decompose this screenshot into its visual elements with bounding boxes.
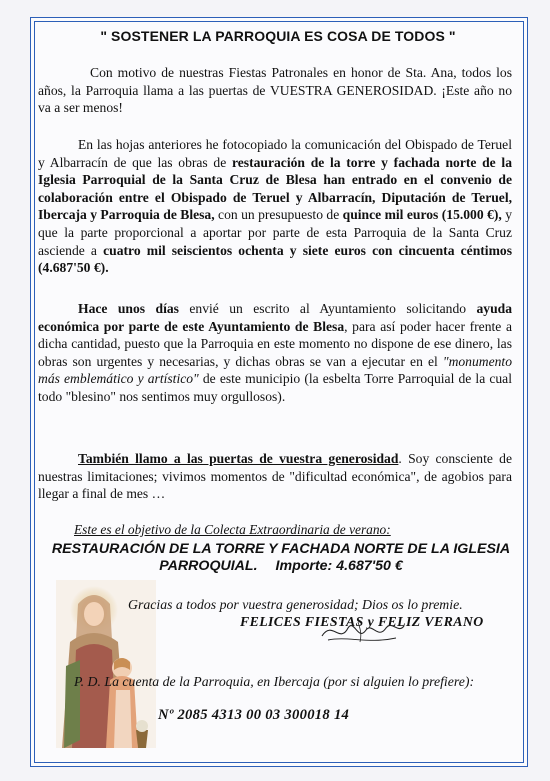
text-run-bold: cuatro mil seiscientos ochenta y siete euros con cincuenta céntimos (4.687'50 €). xyxy=(38,242,512,276)
account-number: Nº 2085 4313 00 03 300018 14 xyxy=(158,707,350,723)
paragraph-ayuntamiento xyxy=(38,300,512,406)
text-run: , para así poder hacer frente a dicha cantidad, puesto que la Parroquia en este momento no dispone de ese dinero, las obras son urgentes y necesarias, y dichas obras se van a ejecutar en el xyxy=(38,318,512,369)
text-run-bold: quince mil euros (15.000 €), xyxy=(342,207,502,223)
text-run-bold-underlined: También llamo a las puertas de vuestra generosidad xyxy=(78,451,399,466)
restauracion-text: RESTAURACIÓN DE LA TORRE Y FACHADA NORTE DE LA IGLESIA PARROQUIAL. xyxy=(51,541,511,574)
paragraph-generosidad xyxy=(38,450,512,503)
text-run: . Soy consciente de nuestras limitaciones; vivimos momentos de "dificultad económica", de agobios para llegar a final de mes … xyxy=(38,451,513,502)
text-run: envié un escrito al Ayuntamiento solicitando xyxy=(178,301,477,316)
text-run-italic: "monumento más emblemático y artístico" xyxy=(38,353,512,387)
text-run-bold: restauración de la torre y fachada norte de la Iglesia Parroquial de la Santa Cruz de Blesa han entrado en el convenio de colaboración entre el Obispado de Teruel y Albarracín, Diputación de Teruel, Ibercaja y Parroquia de Blesa, xyxy=(38,154,512,223)
importe-text: Importe: 4.687'50 € xyxy=(275,558,403,574)
signature xyxy=(318,614,408,646)
text-run: y que la parte proporcional a aportar por parte de esta Parroquia de la Santa Cruz asciende a xyxy=(38,207,512,258)
text-run: de este municipio (la esbelta Torre Parroquial de la cual todo "blesino" nos sentimos muy orgullosos). xyxy=(38,371,512,404)
colecta-heading: Este es el objetivo de la Colecta Extraordinaria de verano: xyxy=(74,522,391,537)
gracias-text: Gracias a todos por vuestra generosidad; Dios os lo premie. xyxy=(128,597,463,612)
pd-text: P. D. La cuenta de la Parroquia, en Ibercaja (por si alguien lo prefiere): xyxy=(74,674,475,689)
text-run: En las hojas anteriores he fotocopiado la comunicación del Obispado de Teruel y Albarracín de que las obras de xyxy=(38,137,512,170)
text-run-bold: ayuda económica por parte de este Ayuntamiento de Blesa xyxy=(38,301,512,334)
restauracion-banner xyxy=(46,541,516,575)
text-run-bold: Hace unos días xyxy=(78,301,179,316)
felices-text: FELICES FIESTAS y FELIZ VERANO xyxy=(240,614,484,629)
paragraph-obras xyxy=(38,136,512,277)
paragraph-intro: Con motivo de nuestras Fiestas Patronales en honor de Sta. Ana, todos los años, la Parroquia llama a las puertas de VUESTRA GENEROSIDAD. ¡Este año no va a ser menos! xyxy=(38,65,512,116)
text-run: con un presupuesto de xyxy=(214,207,343,223)
page-title: " SOSTENER LA PARROQUIA ES COSA DE TODOS " xyxy=(100,28,456,44)
